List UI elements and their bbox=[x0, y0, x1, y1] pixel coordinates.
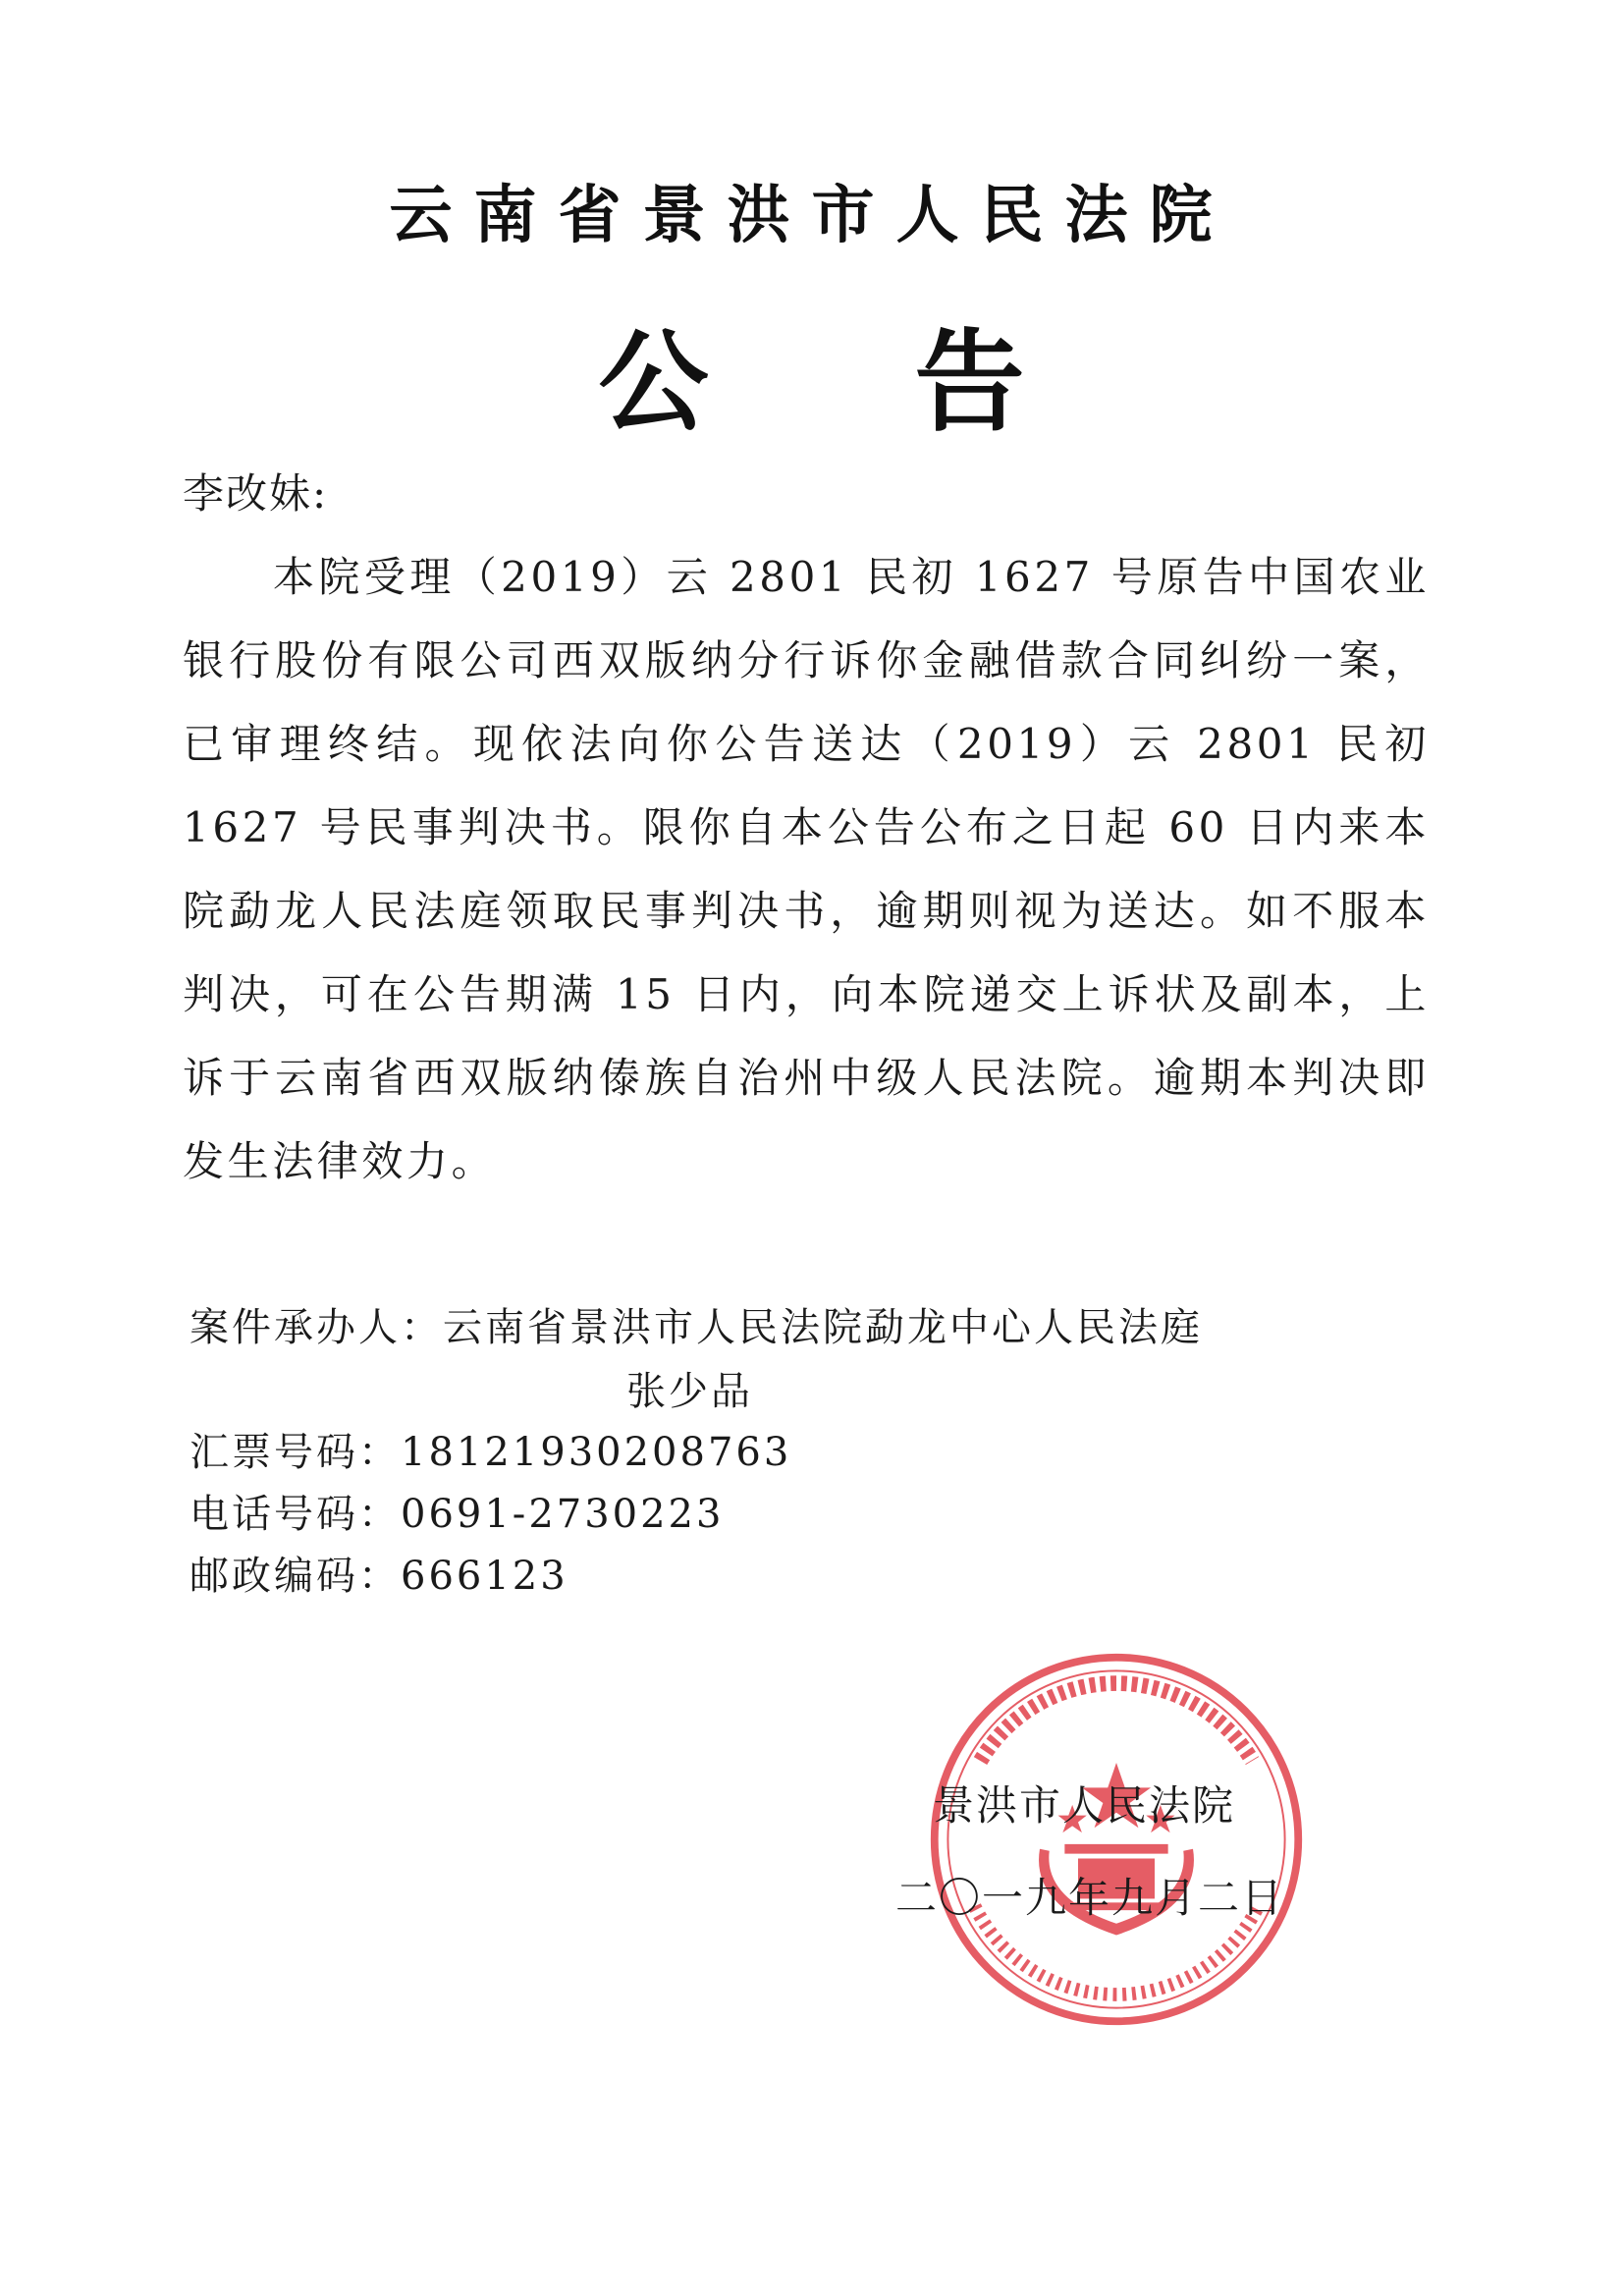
remit-value: 18121930208763 bbox=[401, 1430, 792, 1475]
phone-number-line bbox=[189, 1483, 724, 1539]
case-handler-line bbox=[189, 1296, 1203, 1352]
court-seal bbox=[925, 1648, 1308, 2031]
phone-value: 0691-2730223 bbox=[401, 1492, 725, 1537]
handler-label: 案件承办人： bbox=[189, 1305, 443, 1350]
postal-value: 666123 bbox=[401, 1554, 568, 1599]
remit-label: 汇票号码： bbox=[189, 1430, 401, 1475]
phone-label: 电话号码： bbox=[189, 1492, 401, 1537]
handler-name: 张少品 bbox=[626, 1369, 753, 1414]
title-char-gao: 告 bbox=[914, 319, 1025, 447]
handler-value: 云南省景洪市人民法院勐龙中心人民法庭 bbox=[443, 1305, 1203, 1350]
signature-court: 景洪市人民法院 bbox=[933, 1781, 1236, 1830]
addressee: 李改妹: bbox=[183, 469, 329, 518]
postal-code-line bbox=[189, 1545, 568, 1601]
document-title bbox=[0, 295, 1623, 453]
notice-body: 本院受理（2019）云 2801 民初 1627 号原告中国农业银行股份有限公司西双版纳分行诉你金融借款合同纠纷一案，已审理终结。现依法向你公告送达（2019）云 2801 民初 1627 号民事判决书。限你自本公告公布之日起 60 日内来本院勐龙人民法庭领取民事判决书，逾期则视为送达。如不服本判决，可在公告期满 15 日内，向本院递交上诉状及副本，上诉于云南省西双版纳傣族自治州中级人民法院。逾期本判决即发生法律效力。 bbox=[183, 553, 1430, 1185]
signature-date: 二〇一九年九月二日 bbox=[895, 1874, 1285, 1922]
postal-label: 邮政编码： bbox=[189, 1554, 401, 1599]
court-name-heading: 云南省景洪市人民法院 bbox=[389, 180, 1234, 252]
remit-number-line bbox=[189, 1421, 791, 1477]
title-char-gong: 公 bbox=[598, 319, 709, 447]
